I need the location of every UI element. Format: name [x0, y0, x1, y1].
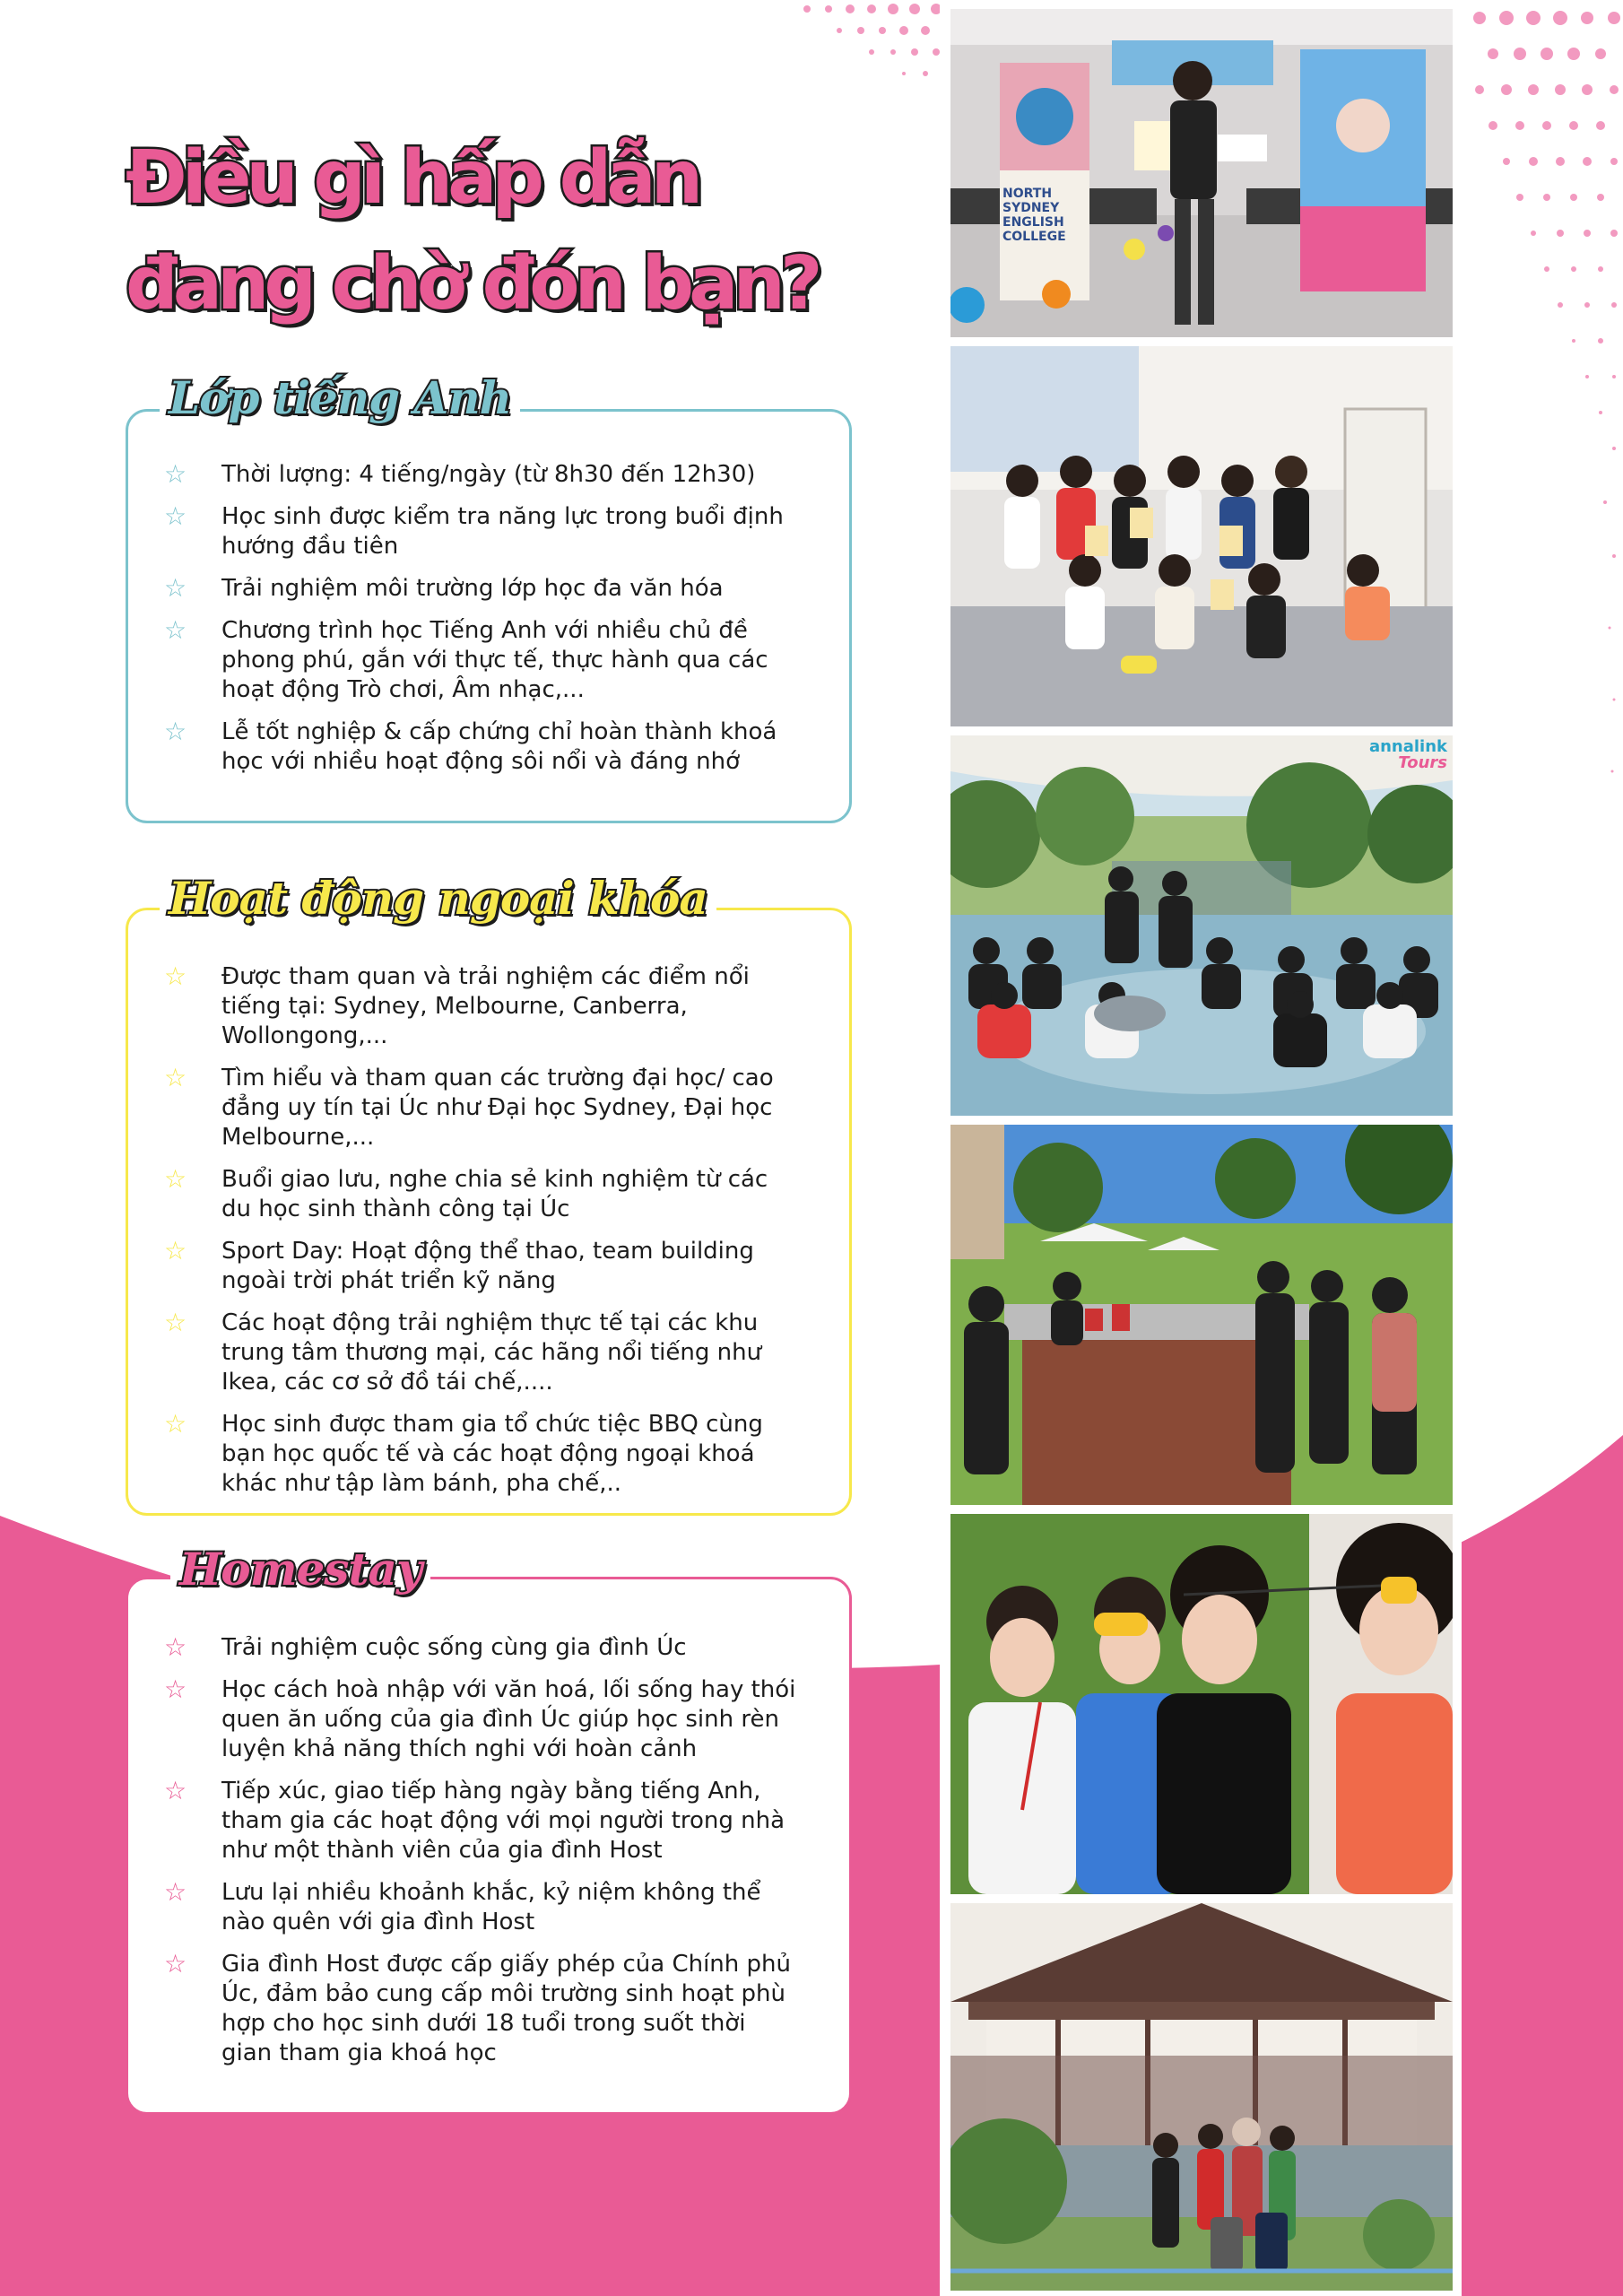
photo-column: [940, 0, 1462, 2296]
photo-park-gathering: [950, 735, 1453, 1116]
english-class-card: [126, 409, 852, 823]
star-outline-icon: ☆: [164, 1409, 187, 1439]
section-title-english-class: Lớp tiếng Anh: [160, 370, 520, 427]
list-item: [164, 1165, 799, 1224]
list-item-text: Gia đình Host được cấp giấy phép của Chính phủ Úc, đảm bảo cung cấp môi trường sinh hoạt phù hợp cho học sinh dưới 18 tuổi trong suốt thời gian tham gia khoá học: [221, 1951, 791, 2066]
photo-bbq-park: [950, 1125, 1453, 1505]
halftone-dots-right: [1462, 0, 1623, 843]
list-item: [164, 502, 799, 561]
star-outline-icon: ☆: [164, 615, 187, 645]
list-item-text: Trải nghiệm môi trường lớp học đa văn hóa: [221, 575, 724, 602]
list-item: [164, 1633, 799, 1663]
section-title-extracurricular: Hoạt động ngoại khóa: [160, 870, 716, 927]
list-item: [164, 1777, 799, 1866]
homestay-card: [126, 1577, 852, 2115]
list-item-text: Sport Day: Hoạt động thể thao, team building ngoài trời phát triển kỹ năng: [221, 1238, 754, 1294]
list-item-text: Lễ tốt nghiệp & cấp chứng chỉ hoàn thành khoá học với nhiều hoạt động sôi nổi và đáng nhớ: [221, 718, 777, 775]
list-item: [164, 574, 799, 604]
photo-host-family-house: [950, 1903, 1453, 2291]
star-outline-icon: ☆: [164, 1674, 187, 1704]
star-outline-icon: ☆: [164, 573, 187, 603]
star-outline-icon: ☆: [164, 1877, 187, 1907]
star-outline-icon: ☆: [164, 459, 187, 489]
list-item: [164, 1878, 799, 1937]
list-item-text: Chương trình học Tiếng Anh với nhiều chủ đề phong phú, gắn với thực tế, thực hành qua các hoạt động Trò chơi, Âm nhạc,...: [221, 617, 768, 703]
list-item: [164, 1950, 799, 2068]
star-outline-icon: ☆: [164, 501, 187, 531]
classroom-banner-text: NORTH SYDNEY ENGLISH COLLEGE: [1002, 187, 1066, 244]
list-item-text: Lưu lại nhiều khoảnh khắc, kỷ niệm không thể nào quên với gia đình Host: [221, 1879, 761, 1935]
list-item: [164, 1237, 799, 1296]
page-title-line-1: Điều gì hấp dẫn: [126, 135, 699, 221]
list-item-text: Trải nghiệm cuộc sống cùng gia đình Úc: [221, 1634, 687, 1661]
homestay-list: [164, 1633, 799, 2081]
list-item-text: Các hoạt động trải nghiệm thực tế tại các khu trung tâm thương mại, các hãng nổi tiếng như Ikea, các cơ sở đồ tái chế,....: [221, 1309, 762, 1396]
star-outline-icon: ☆: [164, 1776, 187, 1805]
list-item-text: Học cách hoà nhập với văn hoá, lối sống hay thói quen ăn uống của gia đình Úc giúp học sinh rèn luyện khả năng thích nghi với hoàn cảnh: [221, 1676, 796, 1762]
list-item-text: Được tham quan và trải nghiệm các điểm nổi tiếng tại: Sydney, Melbourne, Canberra, Wollongong,...: [221, 963, 750, 1049]
list-item-text: Buổi giao lưu, nghe chia sẻ kinh nghiệm từ các du học sinh thành công tại Úc: [221, 1166, 768, 1222]
star-outline-icon: ☆: [164, 1236, 187, 1265]
star-outline-icon: ☆: [164, 1308, 187, 1337]
list-item: [164, 1064, 799, 1152]
list-item: [164, 718, 799, 777]
list-item: [164, 962, 799, 1051]
extracurricular-card: [126, 908, 852, 1516]
page-title: [126, 126, 915, 337]
star-outline-icon: ☆: [164, 1063, 187, 1092]
page-title-line-2: đang chờ đón bạn?: [126, 241, 818, 326]
english-class-list: [164, 460, 799, 789]
section-title-homestay: Homestay: [170, 1541, 430, 1598]
halftone-dots-top: [789, 0, 950, 117]
list-item: [164, 1309, 799, 1397]
star-outline-icon: ☆: [164, 961, 187, 991]
star-outline-icon: ☆: [164, 1164, 187, 1194]
star-outline-icon: ☆: [164, 1949, 187, 1979]
list-item-text: Thời lượng: 4 tiếng/ngày (từ 8h30 đến 12h30): [221, 461, 756, 488]
list-item-text: Học sinh được tham gia tổ chức tiệc BBQ cùng bạn học quốc tế và các hoạt động ngoại khoá khác như tập làm bánh, pha chế,..: [221, 1411, 763, 1497]
list-item: [164, 616, 799, 705]
photo-class-group: [950, 346, 1453, 726]
star-outline-icon: ☆: [164, 717, 187, 746]
list-item: [164, 1410, 799, 1499]
star-outline-icon: ☆: [164, 1632, 187, 1662]
list-item-text: Tiếp xúc, giao tiếp hàng ngày bằng tiếng Anh, tham gia các hoạt động với mọi người trong nhà như một thành viên của gia đình Host: [221, 1778, 785, 1864]
list-item: [164, 1675, 799, 1764]
photo-homestay-corn: [950, 1514, 1453, 1894]
extracurricular-list: [164, 962, 799, 1511]
annalink-tours-watermark: [1369, 739, 1447, 771]
watermark-line-2: Tours: [1398, 753, 1447, 772]
watermark-line-1: annalink: [1368, 737, 1447, 756]
list-item-text: Tìm hiểu và tham quan các trường đại học/ cao đẳng uy tín tại Úc như Đại học Sydney, Đại học Melbourne,...: [221, 1065, 774, 1151]
photo-graduation-classroom: [950, 9, 1453, 337]
list-item-text: Học sinh được kiểm tra năng lực trong buổi định hướng đầu tiên: [221, 503, 784, 560]
list-item: [164, 460, 799, 490]
